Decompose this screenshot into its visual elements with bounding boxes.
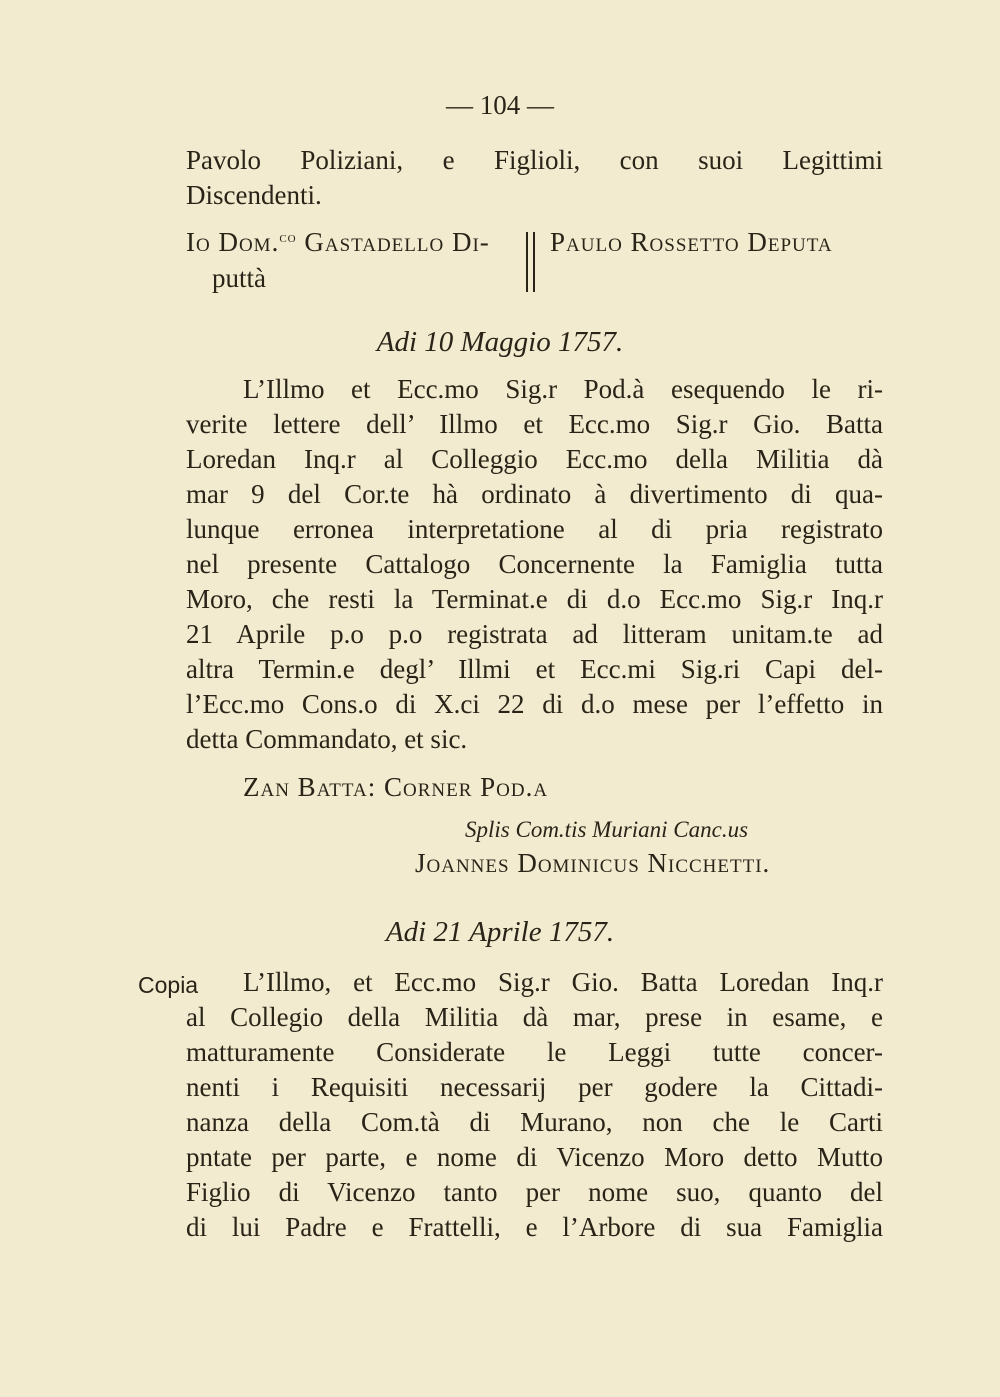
- section1-signer: Zan Batta: Corner Pod.a: [243, 772, 549, 802]
- signature-right: Paulo Rossetto Deputa: [550, 227, 833, 257]
- signature-divider-right: [533, 232, 535, 292]
- section2-line-2: al Collegio della Militia dà mar, prese in esame, e: [186, 1002, 883, 1032]
- signature-left-line-1: Io Dom.$^{co}$ Gastadello Di-: [186, 227, 490, 257]
- section2-line-1: L’Illmo, et Ecc.mo Sig.r Gio. Batta Loredan Inq.r: [243, 967, 883, 997]
- section1-line-10: l’Ecc.mo Cons.o di X.ci 22 di d.o mese per l’effetto in: [186, 689, 883, 719]
- section1-line-8: 21 Aprile p.o p.o registrata ad litteram unitam.te ad: [186, 619, 883, 649]
- section1-line-3: Loredan Inq.r al Colleggio Ecc.mo della Militia dà: [186, 444, 883, 474]
- section2-date: Adi 21 Aprile 1757.: [385, 916, 615, 948]
- section2-line-7: Figlio di Vicenzo tanto per nome suo, quanto del: [186, 1177, 883, 1207]
- intro-line-1: Pavolo Poliziani, e Figlioli, con suoi Legittimi: [186, 145, 883, 175]
- section1-line-7: Moro, che resti la Terminat.e di d.o Ecc.mo Sig.r Inq.r: [186, 584, 883, 614]
- page-number: — 104 —: [446, 90, 554, 120]
- section1-line-6: nel presente Cattalogo Concernente la Famiglia tutta: [186, 549, 883, 579]
- section1-line-11: detta Commandato, et sic.: [186, 724, 468, 754]
- section2-line-3: matturamente Considerate le Leggi tutte concer-: [186, 1037, 883, 1067]
- section2-line-4: nenti i Requisiti necessarij per godere la Cittadi-: [186, 1072, 883, 1102]
- intro-line-2: Discendenti.: [186, 180, 322, 210]
- section2-line-6: pntate per parte, e nome di Vicenzo Moro detto Mutto: [186, 1142, 883, 1172]
- section1-line-4: mar 9 del Cor.te hà ordinato à divertimento di qua-: [186, 479, 883, 509]
- margin-note-copia: Copia: [138, 972, 199, 998]
- section1-chancery: Splis Com.tis Muriani Canc.us: [465, 817, 749, 842]
- section1-line-5: lunque erronea interpretatione al di pria registrato: [186, 514, 883, 544]
- section2-line-8: di lui Padre e Frattelli, e l’Arbore di sua Famiglia: [186, 1212, 883, 1242]
- signature-divider-left: [526, 232, 528, 292]
- section1-line-2: verite lettere dell’ Illmo et Ecc.mo Sig.r Gio. Batta: [186, 409, 883, 439]
- section1-notary: Joannes Dominicus Nicchetti.: [415, 848, 771, 878]
- section2-line-5: nanza della Com.tà di Murano, non che le Carti: [186, 1107, 883, 1137]
- section1-line-1: L’Illmo et Ecc.mo Sig.r Pod.à esequendo le ri-: [243, 374, 883, 404]
- section1-date: Adi 10 Maggio 1757.: [376, 326, 624, 358]
- signature-left-line-2: puttà: [212, 263, 266, 293]
- section1-line-9: altra Termin.e degl’ Illmi et Ecc.mi Sig.ri Capi del-: [186, 654, 883, 684]
